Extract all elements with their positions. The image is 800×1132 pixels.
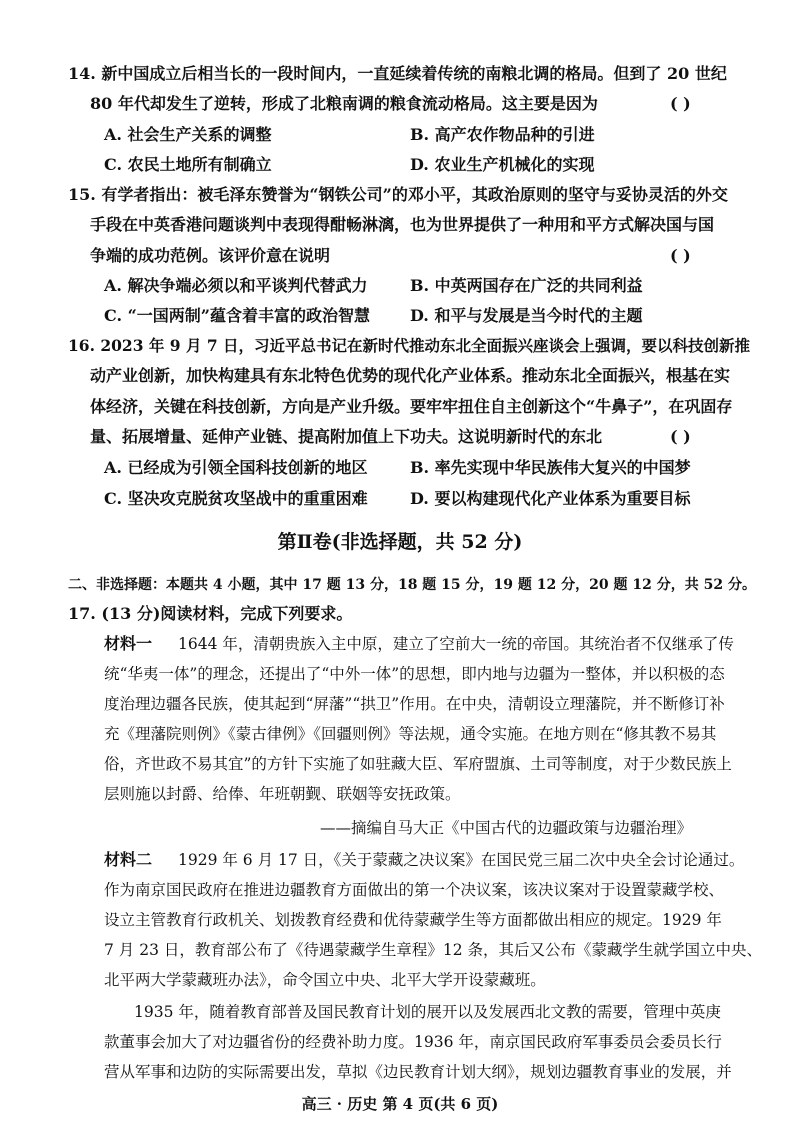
material-2-line-2: 作为南京国民政府在推进边疆教育方面做出的第一个决议案，该决议案对于设置蒙藏学校、 (104, 881, 725, 899)
section-title: 第Ⅱ卷(非选择题，共 52 分) (277, 531, 523, 553)
q14-option-b: B. 高产农作物品种的引进 (410, 125, 595, 144)
q14-option-d: D. 农业生产机械化的实现 (410, 155, 595, 174)
material-1-line-5: 俗，齐世政不易其宜”的方针下实施了如驻藏大臣、军府盟旗、土司等制度，对于少数民族上 (104, 755, 732, 773)
q15-stem-line-1: 15. 有学者指出：被毛泽东赞誉为“钢铁公司”的邓小平，其政治原则的坚守与妥协灵活的外交 (68, 185, 728, 204)
q15-stem-line-3: 争端的成功范例。该评价意在说明 (90, 246, 331, 265)
q17-header: 17. (13 分)阅读材料，完成下列要求。 (68, 604, 353, 623)
q14-stem-line-1: 14. 新中国成立后相当长的一段时间内，一直延续着传统的南粮北调的格局。但到了 20 世纪 (68, 64, 727, 83)
q16-stem-line-2: 动产业创新，加快构建具有东北特色优势的现代化产业体系。推动东北全面振兴，根基在实 (90, 366, 731, 385)
material-2-line-5: 北平两大学蒙藏班办法》，命令国立中央、北平大学开设蒙藏班。 (104, 971, 546, 989)
material-2-para-2-line-3: 营从军事和边防的实际需要出发，草拟《边民教育计划大纲》，规划边疆教育事业的发展，并 (104, 1063, 732, 1081)
q16-stem-line-4: 量、拓展增量、延伸产业链、提高附加值上下功夫。这说明新时代的东北 (90, 427, 603, 446)
q15-option-c: C. “一国两制”蕴含着丰富的政治智慧 (104, 306, 371, 325)
material-2-para-2-line-1: 1935 年，随着教育部普及国民教育计划的展开以及发展西北文教的需要，管理中英庚 (134, 1003, 721, 1021)
q15-stem-line-2: 手段在中英香港问题谈判中表现得酣畅淋漓，也为世界提供了一种用和平方式解决国与国 (90, 215, 715, 234)
q16-option-d: D. 要以构建现代化产业体系为重要目标 (410, 489, 691, 508)
q16-option-b: B. 率先实现中华民族伟大复兴的中国梦 (410, 458, 691, 477)
q14-option-c: C. 农民土地所有制确立 (104, 155, 272, 174)
section-instructions: 二、非选择题：本题共 4 小题，其中 17 题 13 分，18 题 15 分，19 题 12 分，20 题 12 分，共 52 分。 (68, 577, 756, 593)
q16-stem-line-3: 体经济，关键在科技创新，方向是产业升级。要牢牢扭住自主创新这个“牛鼻子”，在巩固存 (90, 397, 733, 416)
material-1-line-4: 充《理藩院则例》《蒙古律例》《回疆则例》等法规，通令实施。在地方则在“修其教不易其 (104, 725, 717, 743)
material-2-label: 材料二 (104, 850, 153, 869)
material-1-line-2: 统“华夷一体”的理念，还提出了“中外一体”的思想，即内地与边疆为一整体，并以积极的态 (104, 665, 725, 683)
q16-option-c: C. 坚决攻克脱贫攻坚战中的重重困难 (104, 489, 368, 508)
material-1-line-6: 层则施以封爵、给俸、年班朝觐、联姻等安抚政策。 (104, 785, 461, 803)
material-2-line-4: 7 月 23 日，教育部公布了《待遇蒙藏学生章程》12 条，其后又公布《蒙藏学生就学国立中央、 (104, 941, 763, 959)
q15-answer-paren: ( ) (670, 246, 691, 265)
q14-option-a: A. 社会生产关系的调整 (104, 125, 272, 144)
material-1-label: 材料一 (104, 634, 153, 653)
q16-answer-paren: ( ) (670, 427, 691, 446)
material-1-line-3: 度治理边疆各民族，使其起到“屏藩”“拱卫”作用。在中央，清朝设立理藩院，并不断修订补 (104, 695, 725, 713)
q16-option-a: A. 已经成为引领全国科技创新的地区 (104, 458, 368, 477)
q16-stem-line-1: 16. 2023 年 9 月 7 日，习近平总书记在新时代推动东北全面振兴座谈会上强调，要以科技创新推 (68, 336, 751, 355)
q14-answer-paren: ( ) (670, 94, 691, 113)
material-2-line-1: 1929 年 6 月 17 日，《关于蒙藏之决议案》在国民党三届二次中央全会讨论通过。 (178, 851, 745, 869)
q15-option-b: B. 中英两国存在广泛的共同利益 (410, 276, 643, 295)
page-footer: 高三 · 历史 第 4 页(共 6 页) (301, 1095, 499, 1113)
material-1-source: ——摘编自马大正《中国古代的边疆政策与边疆治理》 (320, 819, 693, 837)
q15-option-d: D. 和平与发展是当今时代的主题 (410, 306, 643, 325)
q14-stem-line-2: 80 年代却发生了逆转，形成了北粮南调的粮食流动格局。这主要是因为 (90, 94, 598, 113)
material-2-line-3: 设立主管教育行政机关、划拨教育经费和优待蒙藏学生等方面都做出相应的规定。1929 年 (104, 911, 722, 929)
material-2-para-2-line-2: 款董事会加大了对边疆省份的经费补助力度。1936 年，南京国民政府军事委员会委员长行 (104, 1033, 722, 1051)
q15-option-a: A. 解决争端必须以和平谈判代替武力 (104, 276, 368, 295)
material-1-line-1: 1644 年，清朝贵族入主中原，建立了空前大一统的帝国。其统治者不仅继承了传 (178, 635, 734, 653)
